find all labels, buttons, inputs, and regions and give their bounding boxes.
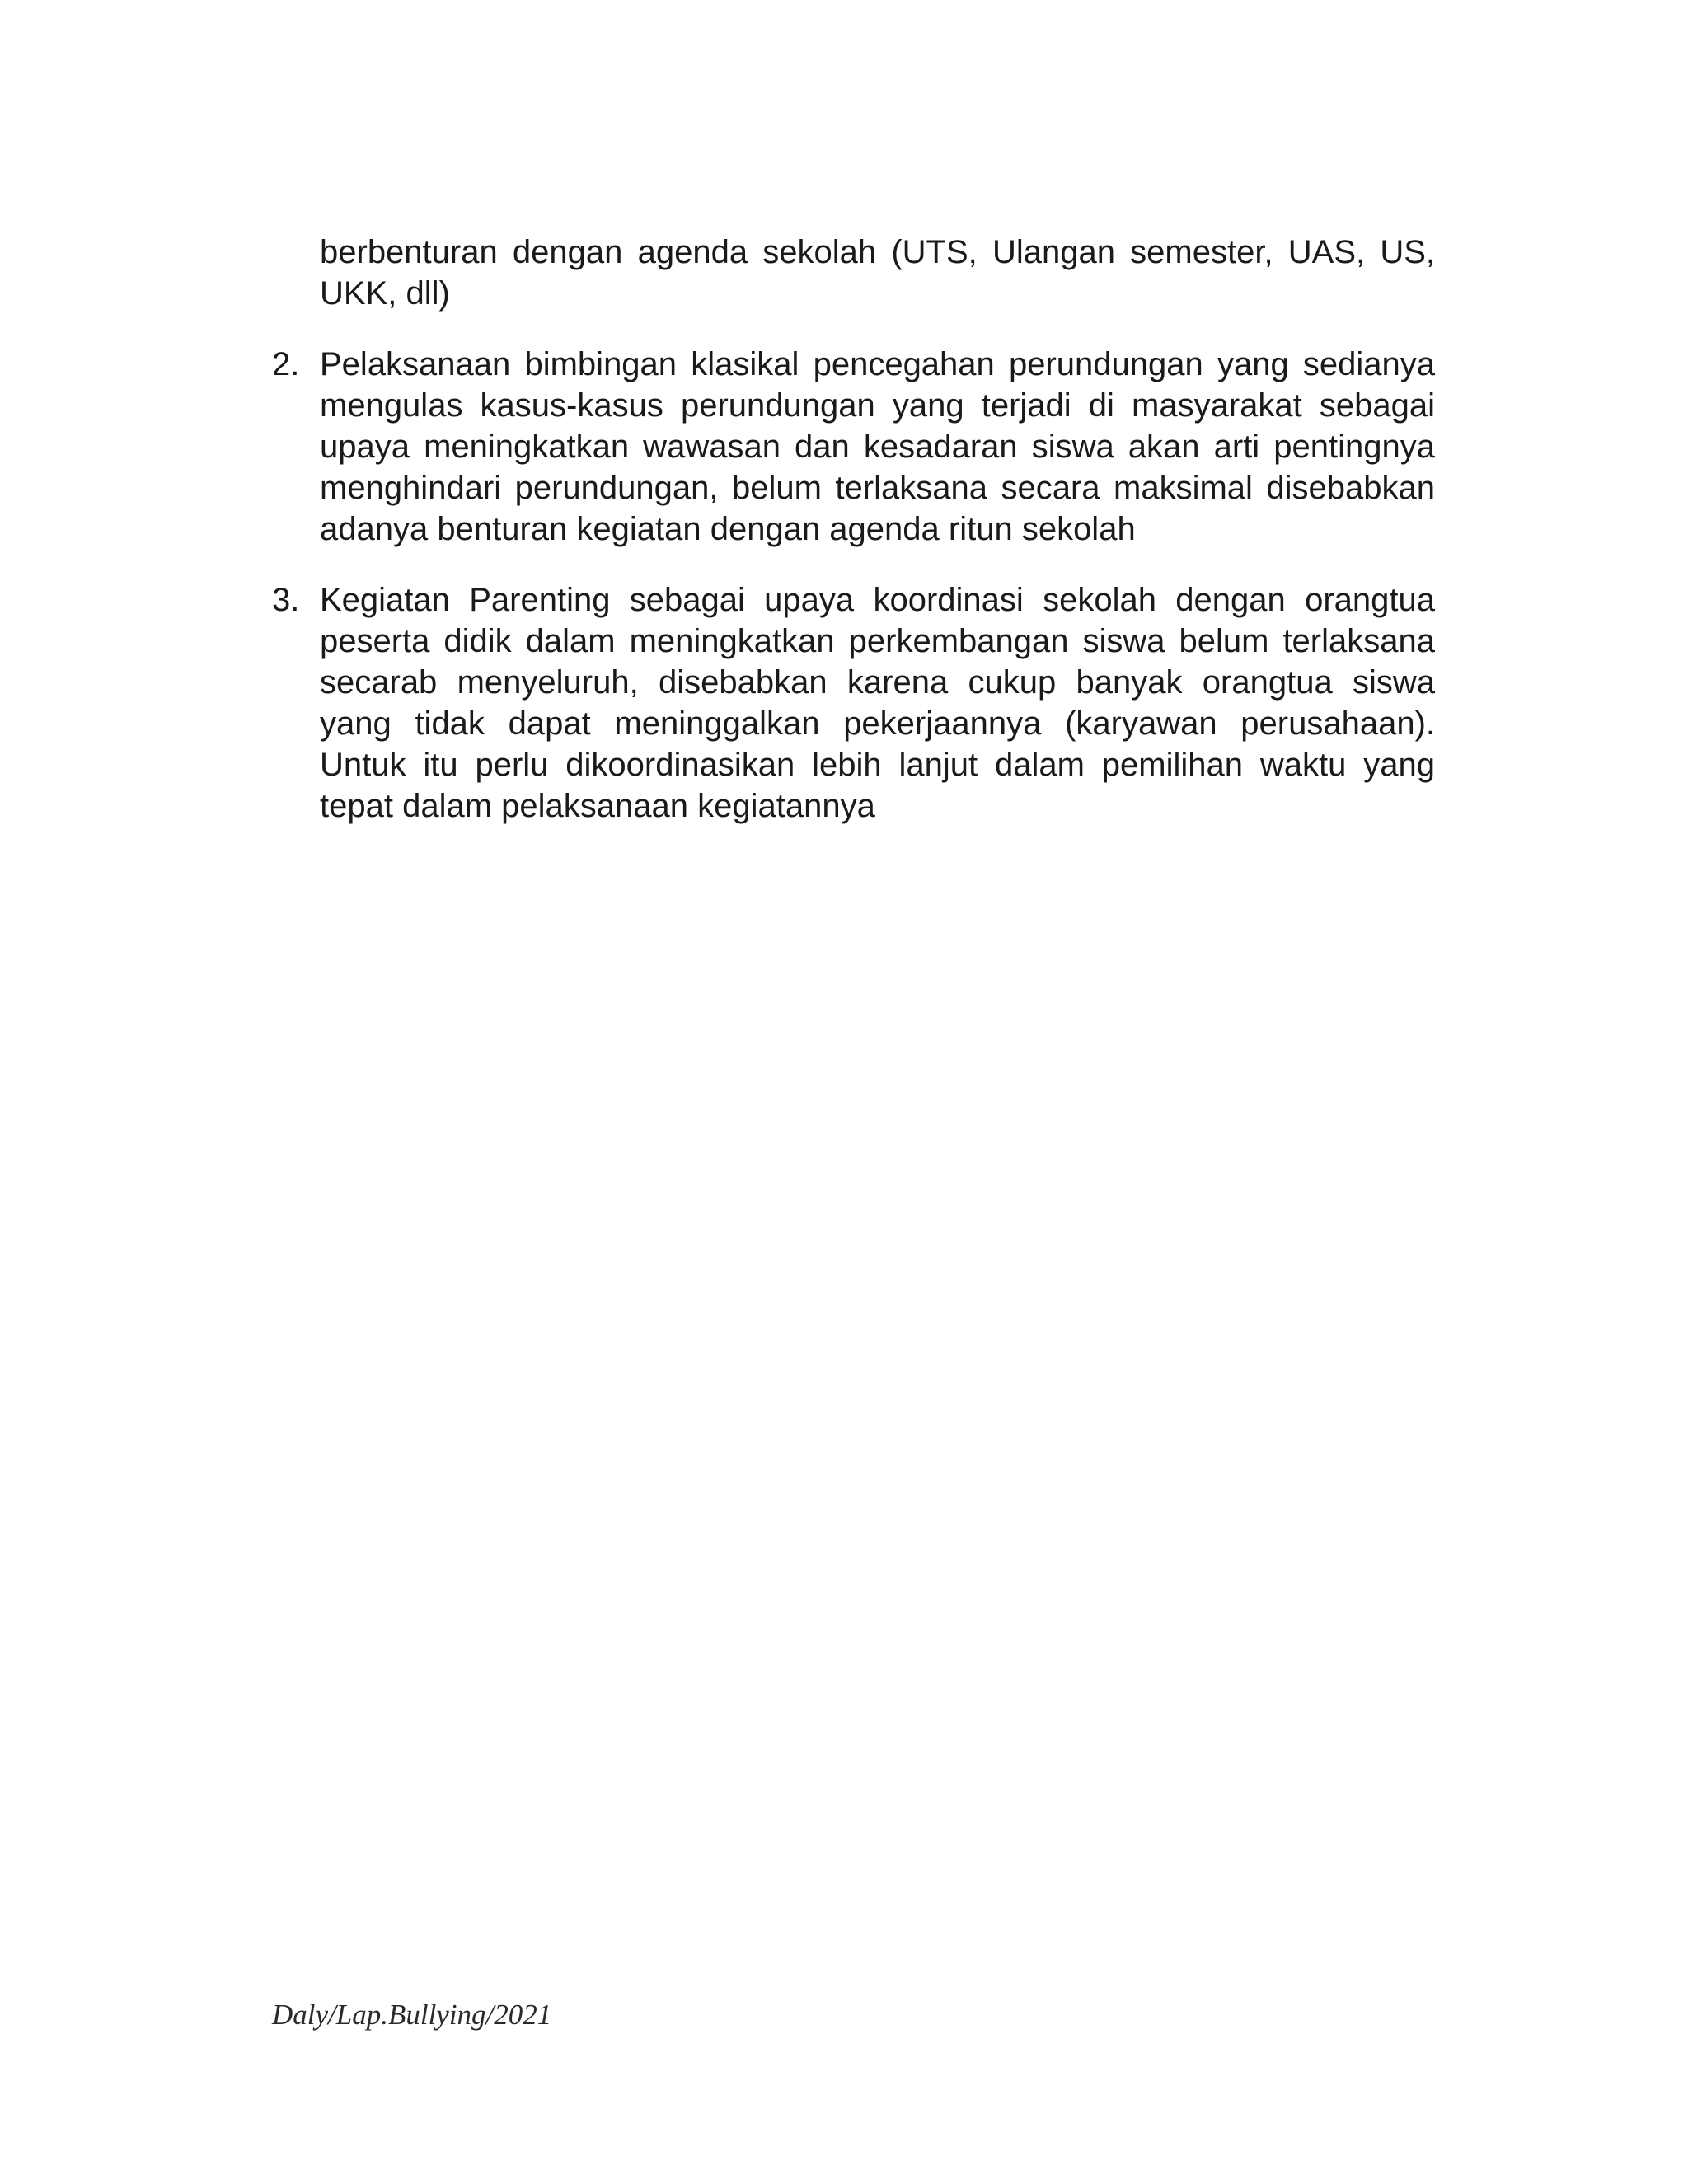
list-item-2 bbox=[272, 344, 1435, 550]
list-item-text: Kegiatan Parenting sebagai upaya koordinasi sekolah dengan orangtua peserta didik dalam meningkatkan perkembangan siswa belum terlaksana secarab menyeluruh, disebabkan karena cukup banyak orangtua siswa yang tidak dapat meninggalkan pekerjaannya (karyawan perusahaan). Untuk itu perlu dikoordinasikan lebih lanjut dalam pemilihan waktu yang tepat dalam pelaksanaan kegiatannya bbox=[320, 582, 1435, 824]
list-item-text: Pelaksanaan bimbingan klasikal pencegahan perundungan yang sedianya mengulas kasus-kasus perundungan yang terjadi di masyarakat sebagai upaya meningkatkan wawasan dan kesadaran siswa akan arti pentingnya menghindari perundungan, belum terlaksana secara maksimal disebabkan adanya benturan kegiatan dengan agenda ritun sekolah bbox=[320, 346, 1435, 547]
list-number: 2. bbox=[272, 346, 300, 382]
document-body bbox=[272, 232, 1435, 856]
continued-paragraph: berbenturan dengan agenda sekolah (UTS, Ulangan semester, UAS, US, UKK, dll) bbox=[320, 234, 1435, 312]
page-footer: Daly/Lap.Bullying/2021 bbox=[272, 1999, 552, 2031]
list-number: 3. bbox=[272, 582, 300, 618]
list-item-3 bbox=[272, 579, 1435, 827]
